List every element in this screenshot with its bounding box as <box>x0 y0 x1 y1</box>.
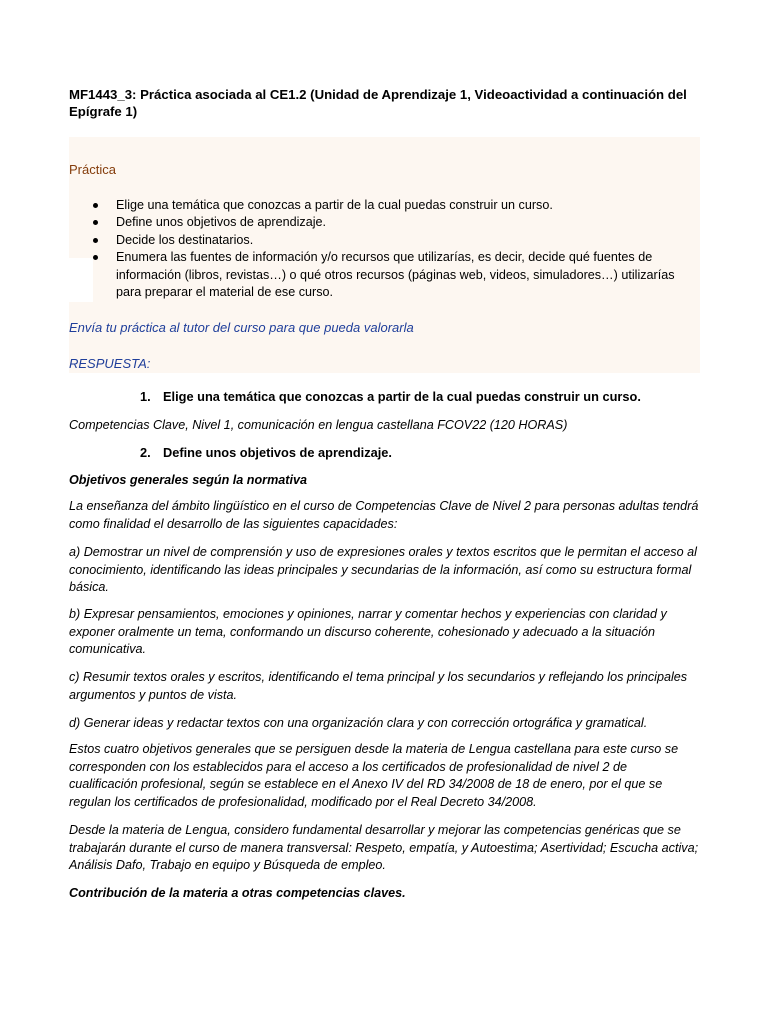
bullet-icon <box>93 220 98 225</box>
list-item: Decide los destinatarios. <box>93 232 693 249</box>
send-note: Envía tu práctica al tutor del curso para que pueda valorarla <box>69 320 414 335</box>
answer-label: RESPUESTA: <box>69 356 151 371</box>
list-item: Elige una temática que conozcas a partir de la cual puedas construir un curso. <box>93 197 693 214</box>
objectives-heading: Objetivos generales según la normativa <box>69 473 307 487</box>
practice-list <box>93 197 693 301</box>
competencies-paragraph: Desde la materia de Lengua, considero fundamental desarrollar y mejorar las competencias genéricas que se trabajarán durante el curso de manera transversal: Respeto, empatía, y Autoestima; Asertividad; Escucha activa; Análisis Dafo, Trabajo en equipo y Búsqueda de empleo. <box>69 823 699 873</box>
capacity-b: b) Expresar pensamientos, emociones y opiniones, narrar y comentar hechos y experiencias con claridad y exponer oralmente un tema, conformando un discurso coherente, cohesionado y adecuado a la situación comunicativa. <box>69 607 667 657</box>
capacity-d: d) Generar ideas y redactar textos con una organización clara y con corrección ortográfica y gramatical. <box>69 716 648 730</box>
document-title: MF1443_3: Práctica asociada al CE1.2 (Unidad de Aprendizaje 1, Videoactividad a continuación del Epígrafe 1) <box>69 87 687 119</box>
course-name: Competencias Clave, Nivel 1, comunicación en lengua castellana FCOV22 (120 HORAS) <box>69 418 568 432</box>
bullet-icon <box>93 203 98 208</box>
capacity-a: a) Demostrar un nivel de comprensión y uso de expresiones orales y textos escritos que le permitan el acceso al conocimiento, identificando las ideas principales y secundarias de la información, así como su estructura formal básica. <box>69 545 697 595</box>
question-1: 1. Elige una temática que conozcas a partir de la cual puedas construir un curso. <box>140 389 641 404</box>
question-2: 2. Define unos objetivos de aprendizaje. <box>140 445 392 460</box>
objectives-intro: La enseñanza del ámbito lingüístico en el curso de Competencias Clave de Nivel 2 para personas adultas tendrá como finalidad el desarrollo de las siguientes capacidades: <box>69 499 699 531</box>
bullet-icon <box>93 238 98 243</box>
list-item: Define unos objetivos de aprendizaje. <box>93 214 693 231</box>
contribution-heading: Contribución de la materia a otras competencias claves. <box>69 886 406 900</box>
general-objectives-paragraph: Estos cuatro objetivos generales que se persiguen desde la materia de Lengua castellana para este curso se corresponden con los establecidos para el acceso a los certificados de profesionalidad de nivel 2 de cualificación profesional, según se establece en el Anexo IV del RD 34/2008 de 18 de enero, por el que se regulan los certificados de profesionalidad, modificado por el Real Decreto 34/2008. <box>69 742 679 809</box>
capacity-c: c) Resumir textos orales y escritos, identificando el tema principal y los secundarios y reflejando los principales argumentos y puntos de vista. <box>69 670 688 702</box>
list-item: Enumera las fuentes de información y/o recursos que utilizarías, es decir, decide qué fuentes de información (libros, revistas…) o qué otros recursos (páginas web, videos, simuladores…) utilizarías para preparar el material de ese curso. <box>93 249 693 301</box>
practice-heading: Práctica <box>69 162 116 177</box>
bullet-icon <box>93 255 98 260</box>
